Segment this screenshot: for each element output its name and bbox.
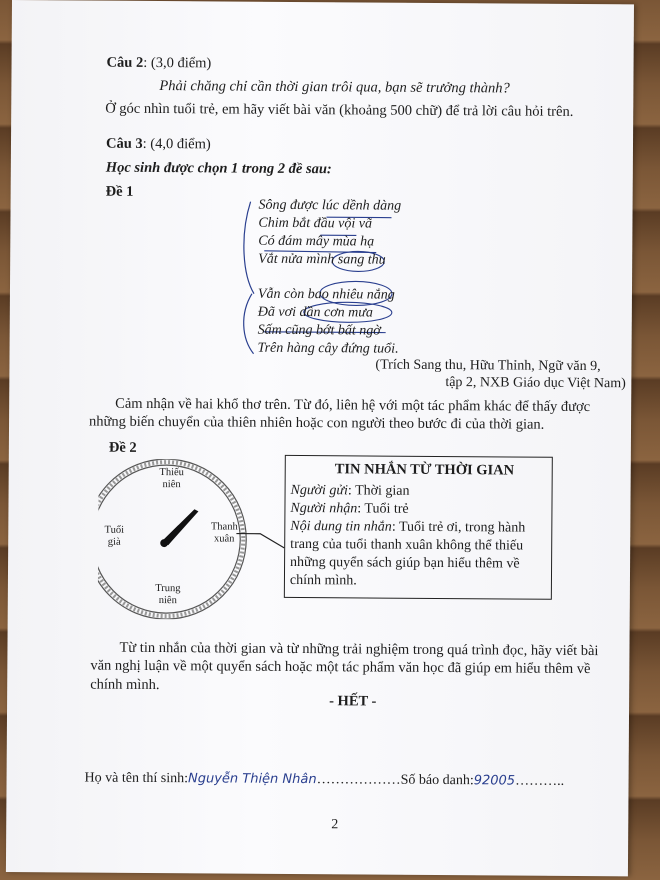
- message-content-line-2: trang của tuổi thanh xuân không thể thiếu: [290, 536, 524, 554]
- poem-line-3: Có đám mây mùa hạ: [258, 233, 375, 250]
- question-3-points: : (4,0 điểm): [142, 135, 211, 153]
- clock-label-top: Thiếu niên: [159, 467, 184, 491]
- message-content-line-4: chính mình.: [289, 572, 357, 589]
- clock-label-left: Tuổi già: [104, 524, 125, 548]
- name-label: Họ và tên thí sinh:: [84, 770, 189, 787]
- candidate-name: Nguyễn Thiện Nhân: [187, 771, 317, 788]
- question-3-label: Câu 3: [105, 135, 143, 152]
- poem-line-2: Chim bắt đầu vội vã: [258, 215, 373, 232]
- question-2-label: Câu 2: [106, 54, 144, 71]
- de-2-task-line-1: Từ tin nhắn của thời gian và từ những trải nghiệm trong quá trình đọc, hãy viết bài: [119, 639, 599, 660]
- message-title: TIN NHẮN TỪ THỜI GIAN: [334, 461, 515, 479]
- question-2-points: : (3,0 điểm): [143, 54, 212, 72]
- end-mark: - HẾT -: [329, 693, 377, 710]
- question-3-instruction: Học sinh được chọn 1 trong 2 đề sau:: [105, 159, 332, 178]
- question-2-heading: [107, 54, 212, 73]
- page-number: 2: [331, 817, 339, 833]
- message-content-line-3: những quyển sách giúp bạn hiểu thêm về: [290, 554, 520, 572]
- clock-label-right: Thanh xuân: [210, 521, 238, 545]
- question-3-heading: [106, 135, 211, 154]
- message-sender: Người gửi: Thời gian: [290, 482, 410, 499]
- de-2-task-line-3: chính mình.: [90, 676, 160, 694]
- message-connector: [236, 532, 286, 552]
- poem-line-8: Trên hàng cây đứng tuổi.: [257, 340, 399, 357]
- poem-line-7: Sấm cũng bớt bất ngờ: [257, 322, 381, 339]
- question-2-prompt: Ở góc nhìn tuổi trẻ, em hãy viết bài văn (khoảng 500 chữ) để trả lời câu hỏi trên.: [105, 100, 574, 120]
- question-2-quote: Phải chăng chỉ cần thời gian trôi qua, bạn sẽ trưởng thành?: [159, 78, 510, 97]
- id-label: Số báo danh:: [400, 772, 474, 789]
- de-1-label: Đề 1: [105, 183, 134, 200]
- message-receiver: Người nhận: Tuổi trẻ: [290, 500, 409, 517]
- poem-citation-line-1: (Trích Sang thu, Hữu Thỉnh, Ngữ văn 9,: [375, 357, 601, 375]
- poem-line-1: Sông được lúc dềnh dàng: [258, 197, 402, 214]
- de-2-label: Đề 2: [108, 439, 137, 456]
- poem-line-4: Vắt nửa mình sang thu: [258, 251, 386, 268]
- de-1-task-line-2: những biến chuyển của thiên nhiên hoặc con người theo bước đi của thời gian.: [89, 413, 545, 433]
- poem-line-5: Vẫn còn bao nhiêu nắng: [257, 286, 395, 303]
- candidate-id: 92005: [473, 773, 516, 789]
- de-2-task-line-2: văn nghị luận về một quyển sách hoặc một tác phẩm văn học đã giúp em hiểu thêm về: [90, 657, 591, 678]
- poem-line-6: Đã vơi dần cơn mưa: [257, 304, 374, 321]
- de-1-task-line-1: Cảm nhận về hai khổ thơ trên. Từ đó, liên hệ với một tác phẩm khác để thấy được: [115, 395, 591, 416]
- exam-page: [6, 0, 634, 876]
- clock-label-bottom: Trung niên: [155, 583, 181, 607]
- poem-citation-line-2: tập 2, NXB Giáo dục Việt Nam): [445, 375, 626, 392]
- candidate-info-line: Họ và tên thí sinh:Nguyễn Thiện Nhân………………Số báo danh:92005………..: [84, 770, 565, 789]
- message-content-line-1: Nội dung tin nhắn: Tuổi trẻ ơi, trong hành: [290, 518, 526, 536]
- message-box: [284, 455, 553, 600]
